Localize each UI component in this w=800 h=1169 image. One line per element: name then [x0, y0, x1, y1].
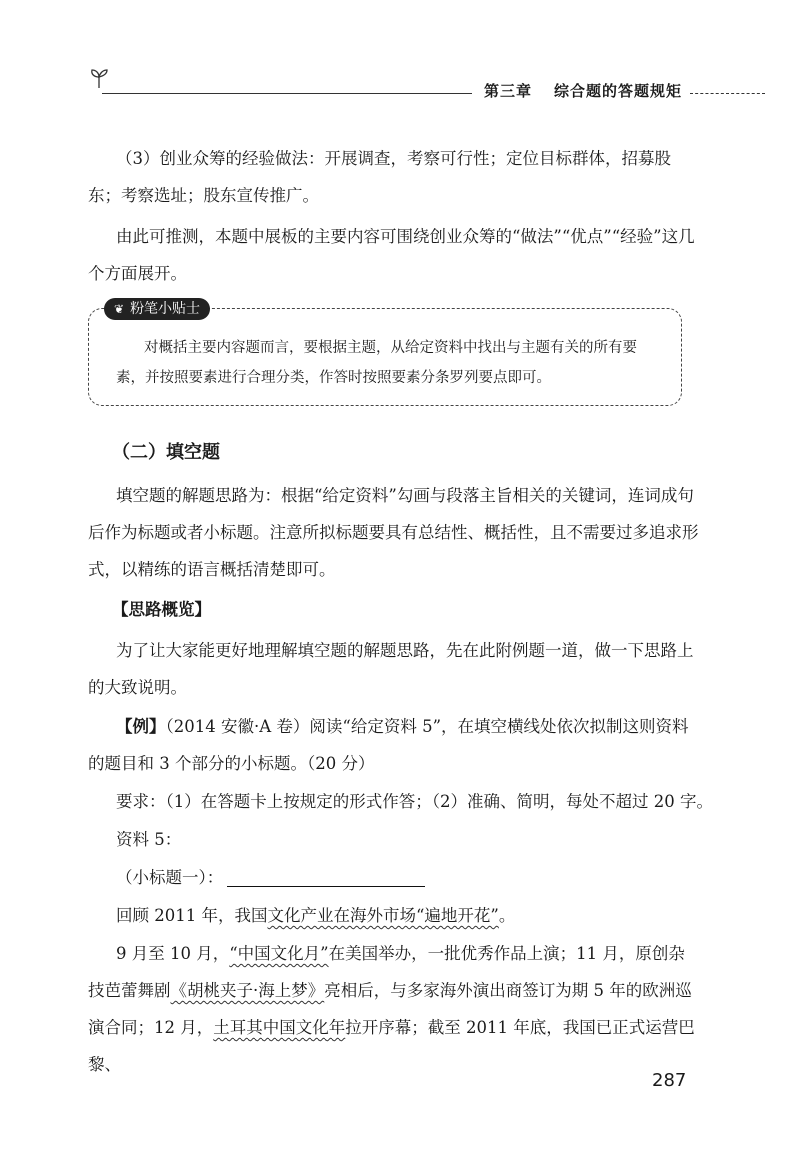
review-pre: 回顾 2011 年，我国 [116, 906, 268, 925]
events-part-a: 9 月至 10 月， [116, 944, 230, 963]
events-keyword-1: “中国文化月” [229, 944, 329, 963]
review-keyword: 文化产业在海外市场“遍地开花” [267, 906, 499, 925]
header-rule-left [102, 93, 472, 94]
events-part-c: 亮相后，与多家海外演出商签订为期 5 年的欧洲巡演合同；12 月， [88, 981, 692, 1037]
tip-text: 对概括主要内容题而言，要根据主题，从给定资料中找出与主题有关的所有要素，并按照要素进行合理分类，作答时按照要素分条罗列要点即可。 [116, 340, 637, 386]
chapter-label: 第三章 [484, 82, 533, 100]
events-keyword-3: 土耳其中国文化年 [213, 1018, 346, 1037]
leaf-icon: ❦ [114, 302, 125, 316]
example-text: （2014 安徽·A 卷）阅读“给定资料 5”，在填空横线处依次拟制这则资料的题目和 3 个部分的小标题。（20 分） [88, 717, 689, 773]
example-paragraph [88, 708, 700, 782]
tip-label-text: 粉笔小贴士 [130, 301, 201, 317]
subtitle-prompt: （小标题一）： [116, 868, 224, 887]
overview-heading: 【思路概览】 [112, 600, 211, 619]
review-line [116, 904, 515, 928]
events-part-b: 在美国举办，一批优秀作品上演；11 月，原创杂技芭蕾舞剧 [88, 944, 685, 1000]
paragraph-experience: （3）创业众筹的经验做法：开展调查，考察可行性；定位目标群体，招募股东；考察选址；股东宣传推广。 [88, 149, 671, 205]
paragraph-inference: 由此可推测，本题中展板的主要内容可围绕创业众筹的“做法”“优点”“经验”这几个方面展开。 [88, 227, 695, 283]
chapter-title: 综合题的答题规矩 [554, 82, 683, 100]
page-number: 287 [652, 1070, 687, 1091]
paragraph-method: 填空题的解题思路为：根据“给定资料”勾画与段落主旨相关的关键词，连词成句后作为标题或者小标题。注意所拟标题要具有总结性、概括性，且不需要过多追求形式，以精练的语言概括清楚即可。 [88, 486, 699, 579]
tip-label [104, 298, 210, 320]
review-post: 。 [498, 906, 516, 925]
requirement: 要求：（1）在答题卡上按规定的形式作答；（2）准确、简明，每处不超过 20 字。 [116, 792, 713, 811]
answer-blank[interactable] [227, 870, 425, 887]
material-label: 资料 5： [116, 830, 182, 849]
events-part-d: 拉开序幕；截至 2011 年底，我国已正式运营巴黎、 [88, 1018, 695, 1074]
events-keyword-2: 《胡桃夹子·海上梦》 [170, 981, 325, 1000]
section-title: （二）填空题 [112, 442, 220, 463]
subtitle-line [116, 866, 425, 890]
example-label: 【例】 [116, 717, 166, 736]
sprout-icon [88, 68, 110, 90]
header-rule-right [690, 93, 765, 94]
paragraph-events [88, 935, 700, 1083]
paragraph-intro: 为了让大家能更好地理解填空题的解题思路，先在此附例题一道，做一下思路上的大致说明。 [88, 641, 694, 697]
running-header [484, 80, 682, 101]
